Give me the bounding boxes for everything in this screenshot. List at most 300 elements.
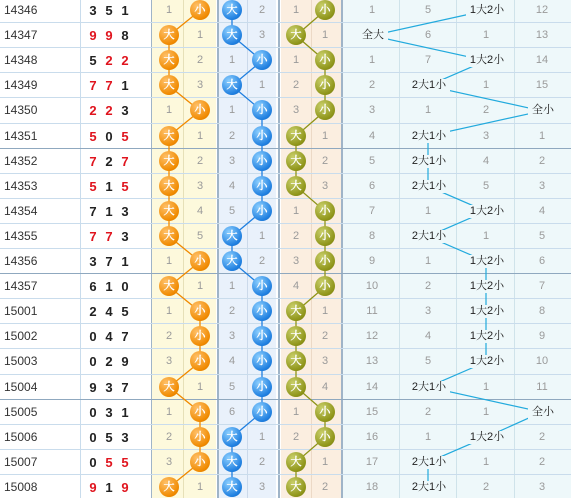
big-ball: 大 bbox=[222, 0, 242, 20]
miss-count: 2 bbox=[482, 104, 490, 117]
draw-digit: 7 bbox=[121, 153, 129, 169]
draw-digit: 9 bbox=[105, 28, 113, 44]
pattern-label: 1大2小 bbox=[466, 255, 508, 268]
miss-count: 2 bbox=[292, 229, 300, 242]
draw-digit: 3 bbox=[121, 228, 129, 244]
draw-digit: 7 bbox=[105, 254, 113, 269]
small-ball: 小 bbox=[252, 326, 272, 346]
table-row bbox=[0, 0, 571, 23]
miss-count: 12 bbox=[535, 4, 549, 16]
pattern-label: 1大2小 bbox=[466, 305, 508, 318]
big-ball: 大 bbox=[159, 477, 179, 497]
miss-count: 3 bbox=[196, 179, 204, 192]
miss-count: 2 bbox=[258, 4, 266, 16]
big-ball: 大 bbox=[222, 75, 242, 95]
miss-count: 2 bbox=[258, 455, 266, 468]
big-ball: 大 bbox=[286, 25, 306, 45]
issue-number: 15006 bbox=[4, 429, 38, 444]
table-row bbox=[0, 425, 571, 450]
miss-count: 5 bbox=[228, 380, 236, 393]
draw-digit: 4 bbox=[105, 304, 113, 320]
miss-count: 1 bbox=[165, 104, 173, 117]
small-ball: 小 bbox=[315, 226, 335, 246]
miss-count: 11 bbox=[536, 380, 548, 393]
miss-count: 1 bbox=[368, 4, 376, 16]
small-ball: 小 bbox=[190, 100, 210, 120]
big-ball: 大 bbox=[286, 176, 306, 196]
draw-digit: 2 bbox=[105, 53, 113, 69]
issue-number: 14354 bbox=[4, 203, 38, 218]
big-ball: 大 bbox=[222, 452, 242, 472]
draw-digit: 0 bbox=[89, 404, 97, 420]
pattern-label: 全小 bbox=[528, 406, 558, 419]
draw-digit: 3 bbox=[121, 103, 129, 119]
miss-count: 3 bbox=[258, 29, 266, 42]
miss-count: 3 bbox=[292, 104, 300, 117]
miss-count: 4 bbox=[228, 179, 236, 192]
draw-digit: 7 bbox=[89, 203, 97, 219]
miss-count: 1 bbox=[165, 305, 173, 318]
miss-count: 3 bbox=[321, 179, 329, 192]
draw-digit: 2 bbox=[121, 53, 129, 69]
miss-count: 17 bbox=[365, 455, 379, 468]
small-ball: 小 bbox=[190, 0, 210, 20]
small-ball: 小 bbox=[315, 276, 335, 296]
draw-digit: 7 bbox=[121, 329, 129, 345]
draw-digit: 9 bbox=[121, 354, 129, 370]
draw-digit: 5 bbox=[105, 429, 113, 445]
draw-digit: 1 bbox=[105, 479, 113, 495]
big-ball: 大 bbox=[286, 477, 306, 497]
miss-count: 1 bbox=[321, 29, 329, 42]
miss-count: 15 bbox=[535, 79, 549, 92]
small-ball: 小 bbox=[315, 0, 335, 20]
miss-count: 5 bbox=[538, 229, 546, 242]
miss-count: 16 bbox=[365, 430, 379, 443]
miss-count: 1 bbox=[228, 280, 236, 293]
draw-digit: 0 bbox=[89, 429, 97, 445]
pattern-label: 1大2小 bbox=[466, 4, 508, 17]
miss-count: 2 bbox=[424, 405, 432, 418]
miss-count: 1 bbox=[228, 104, 236, 117]
miss-count: 3 bbox=[258, 480, 266, 493]
draw-digit: 7 bbox=[105, 78, 113, 94]
issue-number: 15003 bbox=[4, 354, 38, 369]
small-ball: 小 bbox=[190, 251, 210, 271]
miss-count: 4 bbox=[292, 280, 300, 293]
pattern-label: 2大1小 bbox=[408, 155, 450, 168]
miss-count: 1 bbox=[424, 255, 432, 267]
small-ball: 小 bbox=[190, 301, 210, 321]
draw-digit: 3 bbox=[121, 203, 129, 219]
draw-digit: 0 bbox=[89, 354, 97, 370]
draw-digit: 2 bbox=[105, 153, 113, 169]
miss-count: 14 bbox=[365, 380, 379, 393]
big-ball: 大 bbox=[286, 351, 306, 371]
miss-count: 2 bbox=[165, 430, 173, 443]
big-ball: 大 bbox=[222, 477, 242, 497]
table-row bbox=[0, 149, 571, 174]
miss-count: 2 bbox=[538, 455, 546, 468]
miss-count: 2 bbox=[321, 480, 329, 493]
table-row bbox=[0, 249, 571, 274]
miss-count: 3 bbox=[228, 154, 236, 167]
issue-number: 14348 bbox=[4, 53, 38, 68]
pattern-label: 2大1小 bbox=[408, 481, 450, 494]
small-ball: 小 bbox=[252, 276, 272, 296]
miss-count: 1 bbox=[165, 4, 173, 16]
pattern-label: 2大1小 bbox=[408, 230, 450, 243]
issue-number: 15005 bbox=[4, 404, 38, 419]
miss-count: 1 bbox=[321, 129, 329, 142]
miss-count: 1 bbox=[482, 229, 490, 242]
draw-digit: 0 bbox=[89, 454, 97, 470]
pattern-label: 2大1小 bbox=[408, 456, 450, 469]
table-row bbox=[0, 124, 571, 149]
small-ball: 小 bbox=[252, 126, 272, 146]
miss-count: 2 bbox=[196, 154, 204, 167]
miss-count: 2 bbox=[321, 154, 329, 167]
draw-digit: 9 bbox=[89, 379, 97, 395]
pattern-label: 2大1小 bbox=[408, 130, 450, 143]
miss-count: 3 bbox=[165, 455, 173, 468]
miss-count: 1 bbox=[292, 204, 300, 217]
issue-number: 14346 bbox=[4, 3, 38, 17]
miss-count: 4 bbox=[538, 204, 546, 217]
miss-count: 1 bbox=[196, 129, 204, 142]
miss-count: 12 bbox=[365, 330, 379, 343]
miss-count: 4 bbox=[424, 330, 432, 343]
pattern-label: 2大1小 bbox=[408, 381, 450, 394]
pattern-label: 1大2小 bbox=[466, 355, 508, 368]
draw-digit: 3 bbox=[105, 379, 113, 395]
miss-count: 1 bbox=[196, 380, 204, 393]
small-ball: 小 bbox=[252, 402, 272, 422]
small-ball: 小 bbox=[252, 100, 272, 120]
draw-digit: 7 bbox=[121, 379, 129, 395]
miss-count: 4 bbox=[321, 380, 329, 393]
draw-digit: 7 bbox=[105, 228, 113, 244]
draw-digit: 1 bbox=[121, 254, 129, 269]
miss-count: 1 bbox=[482, 79, 490, 92]
small-ball: 小 bbox=[315, 201, 335, 221]
miss-count: 1 bbox=[321, 455, 329, 468]
miss-count: 5 bbox=[228, 204, 236, 217]
draw-digit: 5 bbox=[89, 53, 97, 69]
issue-number: 14356 bbox=[4, 254, 38, 268]
big-ball: 大 bbox=[286, 452, 306, 472]
miss-count: 18 bbox=[365, 480, 379, 493]
draw-digit: 1 bbox=[105, 203, 113, 219]
miss-count: 4 bbox=[368, 129, 376, 142]
small-ball: 小 bbox=[315, 50, 335, 70]
miss-count: 1 bbox=[368, 54, 376, 67]
table-row bbox=[0, 199, 571, 224]
issue-number: 14353 bbox=[4, 178, 38, 193]
draw-digit: 8 bbox=[121, 28, 129, 44]
issue-number: 15002 bbox=[4, 329, 38, 344]
draw-digit: 7 bbox=[89, 228, 97, 244]
pattern-label: 全大 bbox=[358, 29, 388, 42]
big-ball: 大 bbox=[286, 151, 306, 171]
miss-count: 14 bbox=[535, 54, 549, 67]
small-ball: 小 bbox=[252, 377, 272, 397]
miss-count: 2 bbox=[424, 280, 432, 293]
draw-digit: 0 bbox=[121, 279, 129, 295]
table-row bbox=[0, 23, 571, 48]
draw-digit: 0 bbox=[105, 128, 113, 144]
draw-digit: 2 bbox=[89, 103, 97, 119]
table-row bbox=[0, 48, 571, 73]
small-ball: 小 bbox=[190, 452, 210, 472]
miss-count: 6 bbox=[368, 179, 376, 192]
table-row bbox=[0, 174, 571, 199]
pattern-label: 1大2小 bbox=[466, 54, 508, 67]
miss-count: 8 bbox=[538, 305, 546, 318]
draw-digit: 5 bbox=[105, 3, 113, 18]
miss-count: 2 bbox=[165, 330, 173, 343]
miss-count: 1 bbox=[165, 255, 173, 267]
small-ball: 小 bbox=[315, 402, 335, 422]
big-ball: 大 bbox=[286, 126, 306, 146]
miss-count: 3 bbox=[165, 355, 173, 368]
issue-number: 14349 bbox=[4, 78, 38, 93]
small-ball: 小 bbox=[190, 351, 210, 371]
miss-count: 1 bbox=[258, 79, 266, 92]
small-ball: 小 bbox=[252, 351, 272, 371]
miss-count: 7 bbox=[368, 204, 376, 217]
miss-count: 1 bbox=[424, 204, 432, 217]
miss-count: 1 bbox=[258, 229, 266, 242]
draw-digit: 5 bbox=[121, 304, 129, 320]
big-ball: 大 bbox=[286, 326, 306, 346]
draw-digit: 5 bbox=[89, 128, 97, 144]
small-ball: 小 bbox=[252, 151, 272, 171]
draw-digit: 6 bbox=[89, 279, 97, 295]
miss-count: 1 bbox=[196, 29, 204, 42]
draw-digit: 9 bbox=[89, 28, 97, 44]
draw-digit: 5 bbox=[105, 454, 113, 470]
draw-digit: 5 bbox=[121, 128, 129, 144]
miss-count: 2 bbox=[196, 54, 204, 67]
miss-count: 1 bbox=[424, 104, 432, 117]
miss-count: 5 bbox=[424, 355, 432, 368]
miss-count: 4 bbox=[482, 154, 490, 167]
miss-count: 3 bbox=[196, 79, 204, 92]
draw-digit: 5 bbox=[89, 178, 97, 194]
draw-digit: 3 bbox=[121, 429, 129, 445]
small-ball: 小 bbox=[315, 251, 335, 271]
draw-digit: 3 bbox=[105, 404, 113, 420]
issue-number: 14347 bbox=[4, 28, 38, 43]
miss-count: 3 bbox=[538, 480, 546, 493]
table-row bbox=[0, 299, 571, 324]
big-ball: 大 bbox=[159, 126, 179, 146]
miss-count: 1 bbox=[482, 405, 490, 418]
miss-count: 6 bbox=[424, 29, 432, 42]
small-ball: 小 bbox=[315, 100, 335, 120]
small-ball: 小 bbox=[252, 50, 272, 70]
big-ball: 大 bbox=[222, 427, 242, 447]
pattern-label: 1大2小 bbox=[466, 280, 508, 293]
miss-count: 4 bbox=[228, 355, 236, 368]
miss-count: 1 bbox=[321, 305, 329, 318]
miss-count: 4 bbox=[196, 204, 204, 217]
miss-count: 3 bbox=[228, 330, 236, 343]
big-ball: 大 bbox=[159, 377, 179, 397]
miss-count: 10 bbox=[365, 280, 379, 293]
miss-count: 2 bbox=[321, 330, 329, 343]
table-row bbox=[0, 475, 571, 498]
draw-digit: 5 bbox=[121, 178, 129, 194]
draw-digit: 7 bbox=[89, 78, 97, 94]
draw-digit: 0 bbox=[89, 329, 97, 345]
miss-count: 3 bbox=[538, 179, 546, 192]
big-ball: 大 bbox=[222, 25, 242, 45]
small-ball: 小 bbox=[252, 176, 272, 196]
miss-count: 1 bbox=[482, 380, 490, 393]
issue-number: 14357 bbox=[4, 279, 38, 294]
pattern-label: 2大1小 bbox=[408, 79, 450, 92]
miss-count: 7 bbox=[424, 54, 432, 67]
issue-number: 14351 bbox=[4, 128, 38, 143]
pattern-label: 1大2小 bbox=[466, 431, 508, 444]
miss-count: 5 bbox=[196, 229, 204, 242]
big-ball: 大 bbox=[159, 201, 179, 221]
miss-count: 2 bbox=[368, 79, 376, 92]
miss-count: 5 bbox=[424, 4, 432, 16]
issue-number: 14350 bbox=[4, 103, 38, 118]
small-ball: 小 bbox=[315, 75, 335, 95]
miss-count: 3 bbox=[368, 104, 376, 117]
table-row bbox=[0, 375, 571, 400]
miss-count: 11 bbox=[366, 305, 378, 318]
draw-digit: 1 bbox=[105, 178, 113, 194]
miss-count: 2 bbox=[258, 255, 266, 267]
issue-number: 14352 bbox=[4, 153, 38, 168]
miss-count: 1 bbox=[292, 405, 300, 418]
big-ball: 大 bbox=[159, 75, 179, 95]
miss-count: 1 bbox=[228, 54, 236, 67]
issue-number: 15004 bbox=[4, 379, 38, 394]
big-ball: 大 bbox=[222, 226, 242, 246]
draw-digit: 7 bbox=[89, 153, 97, 169]
miss-count: 2 bbox=[538, 430, 546, 443]
miss-count: 1 bbox=[482, 29, 490, 42]
draw-digit: 2 bbox=[89, 304, 97, 320]
miss-count: 9 bbox=[538, 330, 546, 343]
table-row bbox=[0, 349, 571, 374]
draw-digit: 5 bbox=[121, 454, 129, 470]
draw-digit: 9 bbox=[89, 479, 97, 495]
miss-count: 2 bbox=[482, 480, 490, 493]
table-row bbox=[0, 274, 571, 299]
pattern-label: 2大1小 bbox=[408, 180, 450, 193]
draw-digit: 1 bbox=[121, 3, 129, 18]
miss-count: 2 bbox=[538, 154, 546, 167]
big-ball: 大 bbox=[286, 377, 306, 397]
pattern-label: 1大2小 bbox=[466, 330, 508, 343]
small-ball: 小 bbox=[252, 301, 272, 321]
table-row bbox=[0, 324, 571, 349]
miss-count: 1 bbox=[196, 480, 204, 493]
miss-count: 1 bbox=[196, 280, 204, 293]
issue-number: 15001 bbox=[4, 304, 38, 319]
table-row bbox=[0, 98, 571, 123]
draw-digit: 4 bbox=[105, 329, 113, 345]
miss-count: 15 bbox=[365, 405, 379, 418]
table-row bbox=[0, 73, 571, 98]
miss-count: 13 bbox=[535, 29, 549, 42]
draw-digit: 3 bbox=[89, 254, 97, 269]
big-ball: 大 bbox=[159, 276, 179, 296]
miss-count: 2 bbox=[228, 129, 236, 142]
miss-count: 3 bbox=[321, 355, 329, 368]
miss-count: 1 bbox=[424, 430, 432, 443]
draw-digit: 1 bbox=[121, 78, 129, 94]
big-ball: 大 bbox=[159, 176, 179, 196]
issue-number: 15007 bbox=[4, 454, 38, 469]
big-ball: 大 bbox=[159, 50, 179, 70]
draw-digit: 2 bbox=[105, 103, 113, 119]
big-ball: 大 bbox=[286, 301, 306, 321]
big-ball: 大 bbox=[159, 151, 179, 171]
big-ball: 大 bbox=[159, 226, 179, 246]
small-ball: 小 bbox=[252, 201, 272, 221]
draw-digit: 1 bbox=[121, 404, 129, 420]
miss-count: 10 bbox=[535, 355, 549, 368]
miss-count: 2 bbox=[292, 430, 300, 443]
miss-count: 3 bbox=[292, 255, 300, 267]
miss-count: 7 bbox=[538, 280, 546, 293]
miss-count: 5 bbox=[482, 179, 490, 192]
miss-count: 5 bbox=[368, 154, 376, 167]
issue-number: 15008 bbox=[4, 479, 38, 494]
miss-count: 2 bbox=[292, 79, 300, 92]
miss-count: 9 bbox=[368, 255, 376, 267]
miss-count: 3 bbox=[482, 129, 490, 142]
table-row bbox=[0, 450, 571, 475]
big-ball: 大 bbox=[159, 25, 179, 45]
miss-count: 2 bbox=[228, 305, 236, 318]
miss-count: 1 bbox=[258, 430, 266, 443]
pattern-label: 1大2小 bbox=[466, 205, 508, 218]
draw-digit: 1 bbox=[105, 279, 113, 295]
miss-count: 1 bbox=[165, 405, 173, 418]
small-ball: 小 bbox=[190, 427, 210, 447]
issue-number: 14355 bbox=[4, 228, 38, 243]
table-row bbox=[0, 224, 571, 249]
small-ball: 小 bbox=[190, 402, 210, 422]
miss-count: 8 bbox=[368, 229, 376, 242]
miss-count: 1 bbox=[538, 129, 546, 142]
draw-digit: 9 bbox=[121, 479, 129, 495]
miss-count: 1 bbox=[292, 54, 300, 67]
miss-count: 3 bbox=[424, 305, 432, 318]
miss-count: 13 bbox=[365, 355, 379, 368]
miss-count: 1 bbox=[292, 4, 300, 16]
miss-count: 6 bbox=[538, 255, 546, 267]
draw-digit: 2 bbox=[105, 354, 113, 370]
small-ball: 小 bbox=[190, 326, 210, 346]
small-ball: 小 bbox=[315, 427, 335, 447]
pattern-label: 全小 bbox=[528, 104, 558, 117]
table-row bbox=[0, 400, 571, 425]
miss-count: 1 bbox=[482, 455, 490, 468]
draw-digit: 3 bbox=[89, 3, 97, 18]
miss-count: 6 bbox=[228, 405, 236, 418]
big-ball: 大 bbox=[222, 251, 242, 271]
